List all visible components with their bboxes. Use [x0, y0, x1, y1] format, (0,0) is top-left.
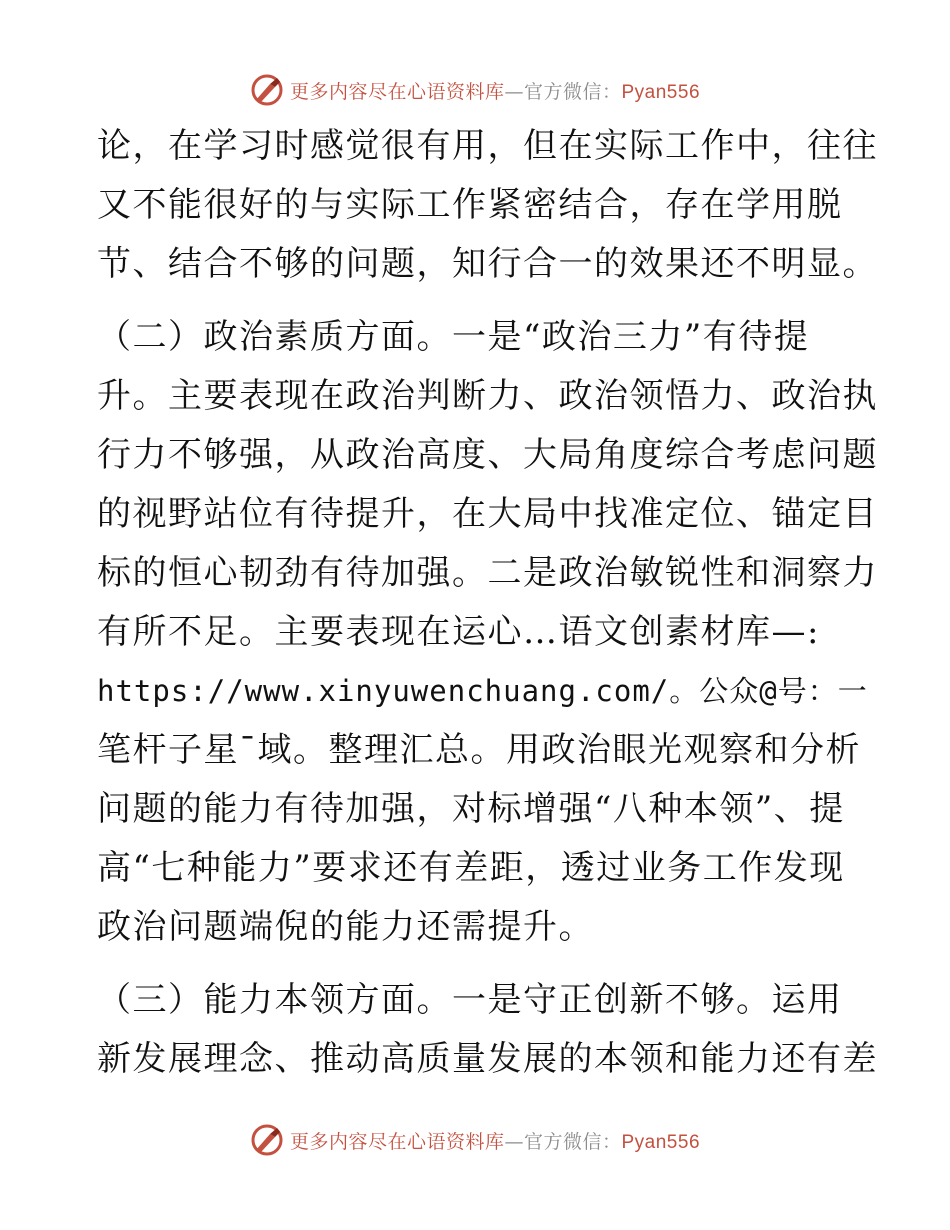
- text-line: （三）能力本领方面。一是守正创新不够。运用: [97, 980, 843, 1020]
- text-line: 新发展理念、推动高质量发展的本领和能力还有差: [97, 1039, 878, 1079]
- url-line: https://www.xinyuwenchuang.com/。公众@号：一: [97, 674, 868, 708]
- pen-logo-icon: [250, 1123, 284, 1157]
- text-line: 行力不够强，从政治高度、大局角度综合考虑问题: [97, 435, 878, 475]
- promo-text: 更多内容尽在心语资料库: [289, 80, 505, 103]
- wechat-account: Pyan556: [621, 1131, 701, 1153]
- text-line: 升。主要表现在政治判断力、政治领悟力、政治执: [97, 376, 878, 416]
- pen-logo-icon: [250, 73, 284, 107]
- paragraph-1: [97, 117, 878, 294]
- text-line: 又不能很好的与实际工作紧密结合，存在学用脱: [97, 185, 843, 225]
- text-line: 政治问题端倪的能力还需提升。: [97, 907, 594, 947]
- banner-separator: —: [504, 80, 524, 103]
- paragraph-2: [97, 308, 878, 957]
- wechat-label: 官方微信：: [523, 80, 622, 103]
- promo-text: 更多内容尽在心语资料库: [289, 1130, 505, 1153]
- text-line: 节、结合不够的问题，知行合一的效果还不明显。: [97, 244, 878, 284]
- wechat-account: Pyan556: [621, 81, 701, 103]
- text-line: 的视野站位有待提升，在大局中找准定位、锚定目: [97, 494, 878, 534]
- header-banner: [0, 70, 950, 110]
- wechat-label: 官方微信：: [523, 1130, 622, 1153]
- document-body: [97, 117, 878, 1089]
- text-line: 问题的能力有待加强，对标增强“八种本领”、提: [97, 789, 845, 829]
- text-line: （二）政治素质方面。一是“政治三力”有待提: [97, 317, 810, 357]
- footer-banner: [0, 1120, 950, 1160]
- text-line: 标的恒心韧劲有待加强。二是政治敏锐性和洞察力: [97, 553, 878, 593]
- paragraph-3: [97, 971, 878, 1089]
- text-line: 高“七种能力”要求还有差距，透过业务工作发现: [97, 848, 845, 888]
- banner-text: [290, 1127, 700, 1154]
- text-line: 笔杆子星¯域。整理汇总。用政治眼光观察和分析: [97, 730, 861, 770]
- banner-text: [290, 77, 700, 104]
- text-line: 论，在学习时感觉很有用，但在实际工作中，往往: [97, 126, 878, 166]
- banner-separator: —: [504, 1130, 524, 1153]
- text-line: 有所不足。主要表现在运心…语文创素材库—:: [97, 612, 820, 652]
